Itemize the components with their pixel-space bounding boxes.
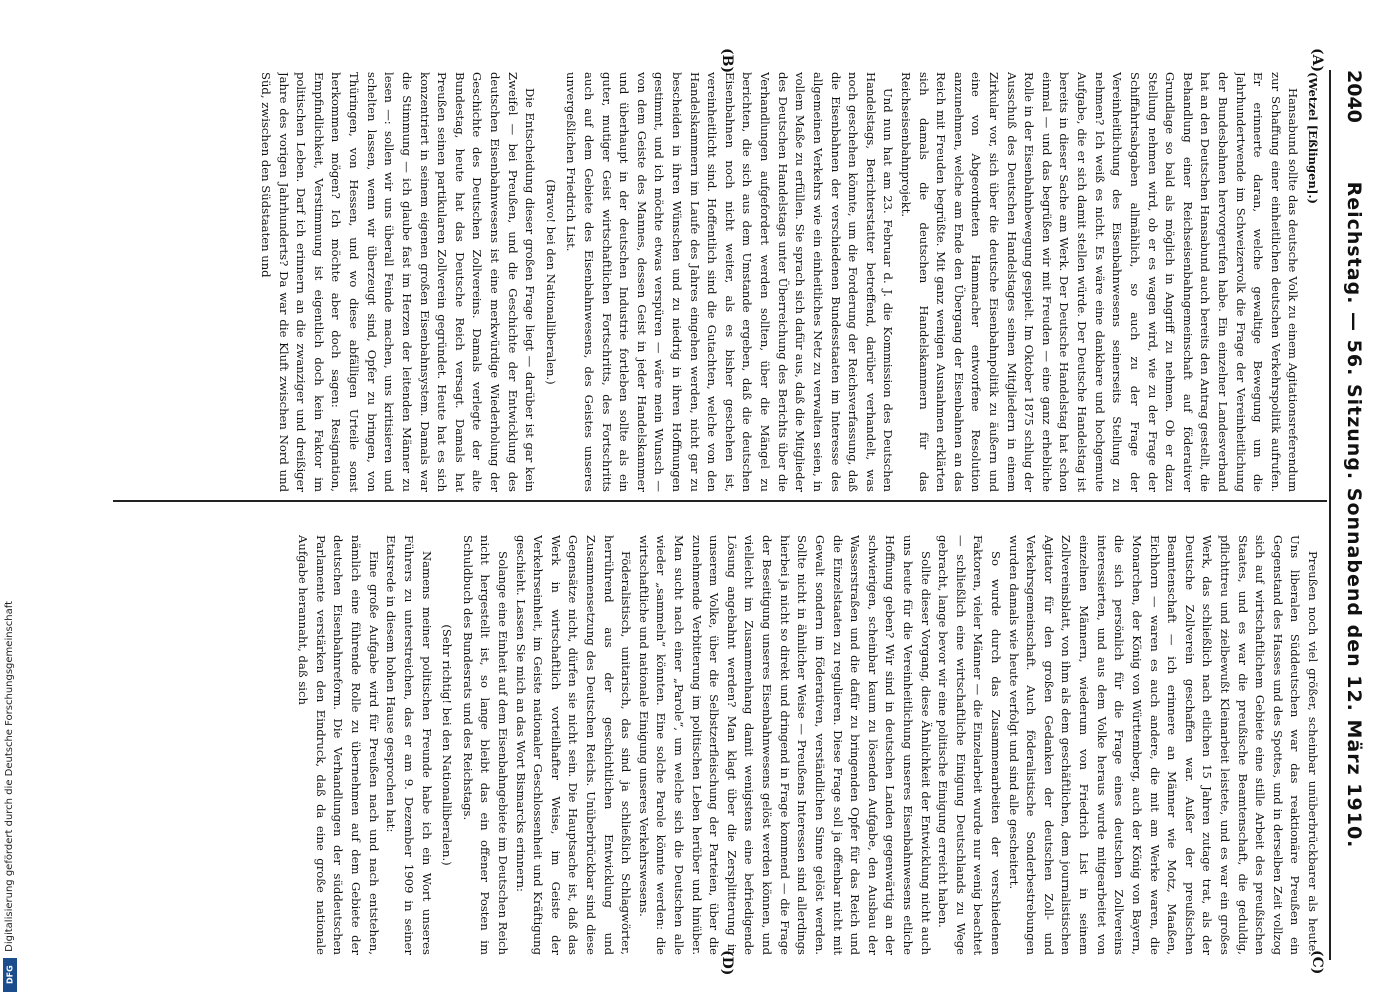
margin-marker-b: (B) (719, 48, 735, 74)
left-column (121, 72, 1321, 492)
digitization-credit: Digitalisierung gefördert durch die Deutsche Forschungsgemeinschaft (4, 601, 15, 952)
paragraph: Die Entscheidung dieser großen Frage liegt — darüber ist gar kein Zweifel — bei Preußen, und die Geschichte der Entwicklung des deutschen Eisenbahnwesens ist eine merkwürdige Wiederholung der Geschichte des Deutschen Zollvereins. Damals verlegte der alte Bundestag, heute hat das Deutsche Reich versagt. Damals hat Preußen seinen partikularen Zollverein gegründet. Heute hat es sich konzentriert in seinem eigenen großen Eisenbahnsystem. Damals war die Stimmung — ich glaube fast im Herzen der leitenden Männer zu lesen —: sollen wir uns überall Feinde machen, uns kritisieren und schelten lassen, wenn wir überzeugt sind, Opfer zu bringen, von Thüringen, von Hessen, und wo diese abfälligen Urteile sonst herkommen mögen? Ich möchte aber doch sagen: Resignation, Empfindlichkeit, Verstimmung ist eigentlich doch kein Faktor im politischen Leben. Darf ich erinnern an die zwanziger und dreißiger Jahre des vorigen Jahrhunderts? Da war die Kluft zwischen Nord und Süd, zwischen den Südstaaten und (259, 72, 538, 492)
page-number: 2040 (1343, 70, 1365, 123)
quotation: Solange eine Einheit auf dem Eisenbahngebiete im Deutschen Reich nicht hergestellt ist, so lange bleibt das ein offener Posten im Schuldbuch des Bundesrats und des Reichstags. (460, 535, 510, 955)
interjection: (Bravo! bei den Nationalliberalen.) (543, 179, 558, 385)
paragraph: Und nun hat am 23. Februar d. J. die Kommission des Deutschen Handelstags, Berichterstatter betreffend, darüber verhandelt, was noch geschehen könnte, um die Forderung der Reichsverfassung, daß die Eisenbahnen der verschiedenen Bundesstaaten im Interesse des allgemeinen Verkehrs wie ein einheitliches Netz zu verwalten seien, in vollem Maße zu erfüllen. Sie sprach sich dafür aus, daß die Mitglieder des Deutschen Handelstags unter Überreichung des Berichts über die Verhandlungen aufgefordert werden sollten, über die Mängel zu berichten, die sich aus dem Umstande ergeben, daß die deutschen Eisenbahnen noch nicht weiter, als es bisher geschehen ist, vereinheitlicht sind. Hoffentlich sind die Gutachten, welche von den Handelskammern im Laufe des Jahres eingehen werden, nicht gar zu bescheiden in ihren Wünschen und zu niedrig in ihren Hoffnungen gestimmt, und ich möchte etwas verspüren — wäre mein Wunsch — von dem Geiste des Mannes, dessen Geist in jeder Handelskammer und überhaupt in der deutschen Industrie fortleben sollte als ein guter, mutiger Geist wirtschaftlichen Fortschritts, des Fortschritts auch auf dem Gebiete des Eisenbahnwesens, des Geistes unseres unvergeßlichen Friedrich List. (564, 72, 896, 492)
speaker-label: (Wetzel [Eßlingen].) (1306, 72, 1320, 204)
paragraph: Sollte dieser Vorgang, diese Ähnlichkeit der Entwicklung nicht auch uns heute für die Vereinheitlichung unseres Eisenbahnwesens etliche Hoffnung geben? Wir sind in deutschen Landen gegenwärtig an der schwierigen, scheinbar kaum zu lösenden Aufgabe, den Ausbau der Wasserstraßen und die dafür zu bringenden Opfer für das Reich und die Einzelstaaten zu regulieren. Diese Frage soll ja offenbar nicht mit Gewalt sondern im föderativen, verständlichen Sinne gelöst werden. Sollte nicht in ähnlicher Weise — Preußens Interessen sind allerdings hierbei ja nicht so direkt und dringend in Frage kommend — die Frage der Beseitigung unseres Eisenbahnwesens gelöst werden können, und vielleicht im Zusammenhang damit wenigstens eine befriedigende Lösung angebahnt werden? Man klagt über die Zersplitterung in unserem Volke, über die Selbstzerfleischung der Parteien, über die zunehmende Verbitterung im politischen Leben herüber und hinüber. Man sucht nach einer „Parole“, um welche sich die Deutschen alle wieder „sammeln“ könnten. Eine solche Parole könnte werden: die wirtschaftliche und nationale Einigung unseres Verkehrswesens. (636, 535, 933, 955)
interjection: (Sehr richtig! bei den Nationalliberalen.) (440, 624, 455, 866)
quotation: Eine große Aufgabe wird für Preußen nach und nach entstehen, nämlich eine führende Rolle zu übernehmen auf dem Gebiete der deutschen Eisenbahnreform. Die Verhandlungen der süddeutschen Parlamente verstärken den Eindruck, daß da eine große nationale Aufgabe herannaht, daß sich (296, 535, 381, 955)
margin-marker-c: (C) (1309, 950, 1325, 975)
sidebar (0, 0, 22, 1000)
paragraph: Föderalistisch, unitarisch, das sind ja schließlich Schlagwörter, herrührend aus der geschichtlichen Entwicklung und Zusammensetzung des Deutschen Reichs. Unüberbrückbar sind diese Gegensätze nicht, dürfen sie nicht sein. Die Hauptsache ist, daß das Werk in wirtschaftlich vorteilhafter Weise, im Geiste der Verkehrseinheit, im Geiste nationaler Geschlossenheit und Kräftigung geschieht. Lassen Sie mich an das Wort Bismarcks erinnern: (513, 535, 634, 955)
running-title: Reichstag. — 56. Sitzung. Sonnabend den 12. März 1910. (1343, 181, 1365, 849)
margin-marker-a: (A) (1309, 48, 1325, 73)
paragraph: Preußen noch viel größer, scheinbar unüberbrückbarer als heute. Uns liberalen Süddeutschen war das reaktionäre Preußen ein Gegenstand des Hasses und des Spottes, und in derselben Zeit vollzog sich auf wirtschaftlichem Gebiete eine stille Arbeit des preußischen Staates, und es war die preußische Beamtenschaft, die geduldig, pflichttreu und zielbewußt Kleinarbeit leistete, und es war ein großes Werk, das schließlich nach etlichen 15 Jahren zutage trat, als der Deutsche Zollverein geschaffen war. Außer der preußischen Beamtenschaft — ich erinnere an Männer wie Motz, Maaßen, Eichhorn — waren es auch andere, die mit am Werke waren, die Monarchen, der König von Württemberg, auch der König von Bayern, die sich persönlich für die Frage eines deutschen Zollvereins interessierten, und aus dem Volke heraus wurde mitgearbeitet von einzelnen Männern, wiederum von Friedrich List in seinem Zollvereinsblatt, von ihm als dem geschäftlichen, dem journalistischen Agitator für den großen Gedanken der deutschen Zoll- und Verkehrsgemeinschaft. Auch föderalistische Sonderbestrebungen wurden damals wie heute verfolgt und sind alle gescheitert. (1006, 535, 1320, 955)
column-divider (113, 500, 1327, 502)
page-header (1335, 70, 1365, 960)
header-rule (1329, 70, 1331, 960)
dfg-logo-icon: DFG (3, 958, 17, 992)
paragraph: Namens meiner politischen Freunde habe ich ein Wort unseres Führers zu unterstreichen, das er am 9. Dezember 1909 in seiner Etatsrede in diesem hohen Hause gesprochen hat: (384, 535, 434, 955)
right-column (121, 535, 1321, 955)
margin-marker-d: (D) (719, 950, 735, 976)
document-page (93, 0, 1383, 1000)
paragraph: Hansabund sollte das deutsche Volk zu einem Agitationsreferendum zur Schaffung einer einheitlichen deutschen Verkehrspolitik aufrufen. Er erinnerte daran, welche gewaltige Bewegung um die Jahrhundertwende im Schweizervolk die Frage der Vereinheitlichung der Bundesbahnen hervorgerufen habe. Ein einzelner Landesverband hat an den Deutschen Hansabund auch bereits den Antrag gestellt, die Behandlung einer Reichseisenbahngemeinschaft auf föderativer Grundlage so bald als möglich in Angriff zu nehmen. Ob er dazu Stellung nehmen wird, ob er es wagen wird, wie zu der Frage der Schiffahrtsabgaben allmählich, so auch zu der Frage der Vereinheitlichung des Eisenbahnwesens seinerseits Stellung zu nehmen? Ich weiß es nicht. Es wäre eine dankbare und hochgemute Aufgabe, die er sich damit stellen würde. Der Deutsche Handelstag ist bereits in dieser Sache am Werk. Der Deutsche Handelstag hat schon einmal — und das begrüßen wir mit Freuden — eine ganz erhebliche Rolle in der Eisenbahnbewegung gespielt. Im Oktober 1875 schlug der Ausschuß des Deutschen Handelstages seinen Mitgliedern in einem Zirkular vor, sich über die deutsche Eisenbahnpolitik zu äußern und eine von Abgeordneten Hammacher entworfene Resolution anzunehmen, welche am Ende den Übergang der Eisenbahnen an das Reich mit Freuden begrüßte. Mit ganz wenigen Ausnahmen erklärten sich damals die deutschen Handelskammern für das Reichseisenbahnprojekt. (898, 72, 1301, 492)
paragraph: So wurde durch das Zusammenarbeiten der verschiedenen Faktoren, vieler Männer — die Einzelarbeit wurde nur wenig beachtet — schließlich eine wirtschaftliche Einigung Deutschlands zu Wege gebracht, lange bevor wir eine politische Einigung erreicht haben. (936, 535, 1004, 955)
